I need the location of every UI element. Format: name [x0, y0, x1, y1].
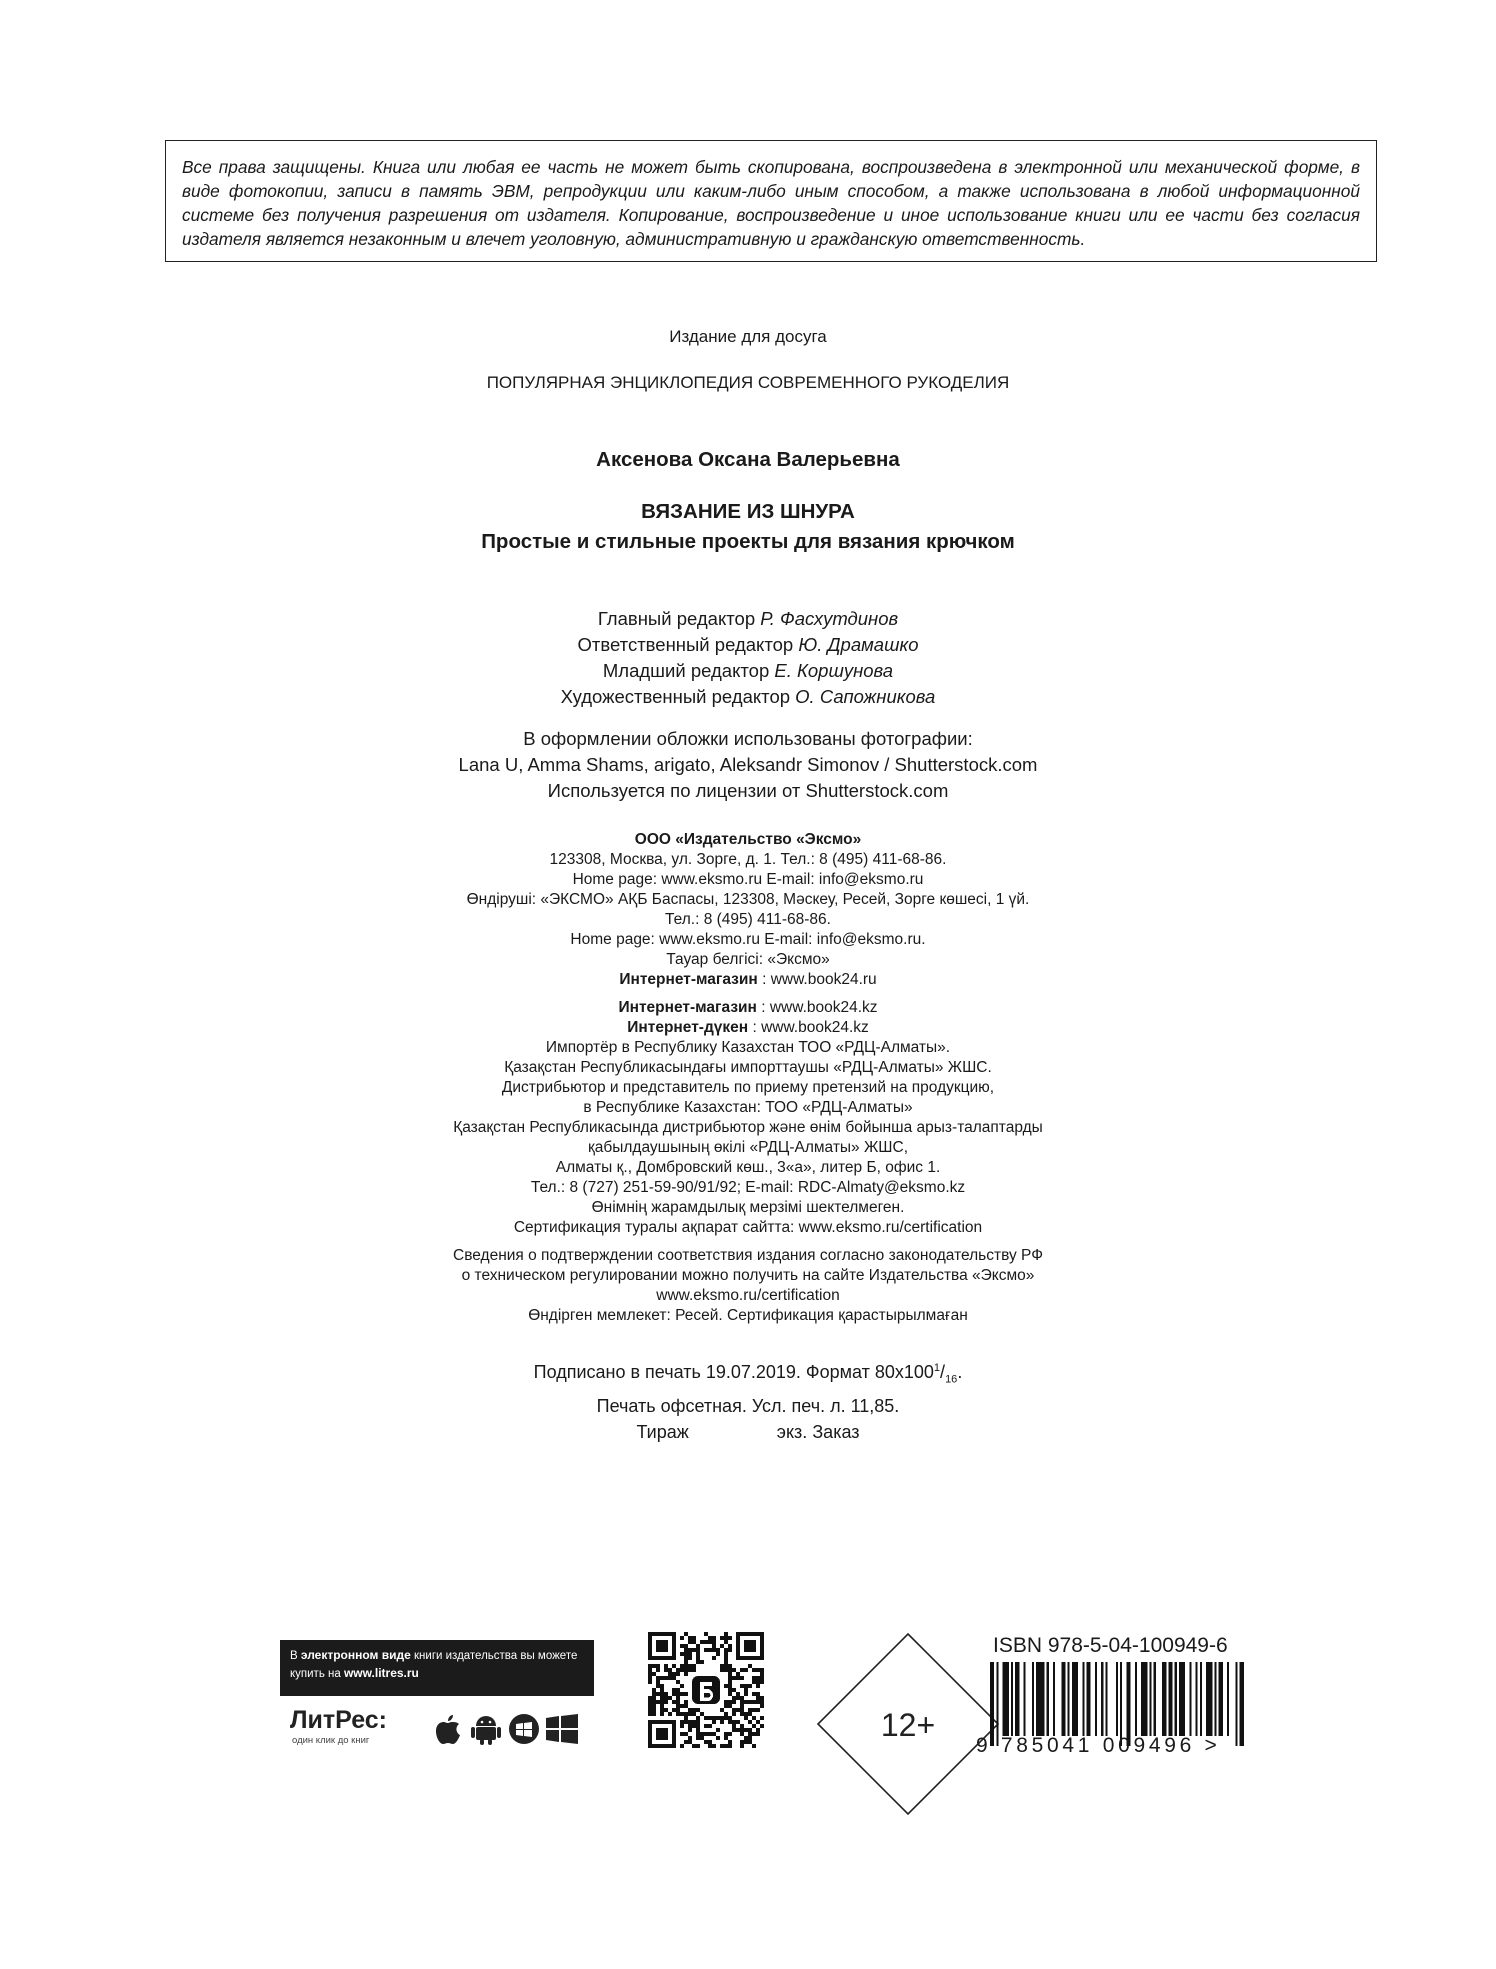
- barcode-bar: [1105, 1662, 1107, 1736]
- android-icon: [471, 1716, 501, 1745]
- litres-logo: ЛитРес:: [290, 1706, 388, 1734]
- barcode-bar: [1011, 1662, 1013, 1736]
- distributor-line: Дистрибьютор и представитель по приему претензий на продукцию,: [501, 1079, 995, 1096]
- barcode-bar: [1175, 1662, 1177, 1736]
- cover-credit-line: В оформлении обложки использованы фотографии:: [523, 728, 973, 749]
- barcode-bar: [1047, 1662, 1049, 1736]
- barcode-bar: [1215, 1662, 1217, 1736]
- barcode-digits: 9 785041 009496 >: [976, 1734, 1221, 1757]
- barcode-bar: [1219, 1662, 1223, 1736]
- format-numerator: 1: [933, 1362, 941, 1374]
- windows-icon: [546, 1714, 578, 1744]
- shop-kz-line: [0, 998, 1496, 1018]
- barcode-bar: [1189, 1662, 1191, 1736]
- book-subtitle: Простые и стильные проекты для вязания крючком: [481, 530, 1015, 553]
- shop-ru-line: [0, 970, 1496, 990]
- barcode-bar: [1116, 1662, 1118, 1736]
- distributor-line: Өнімнің жарамдылық мерзімі шектелмеген.: [591, 1199, 905, 1216]
- barcode-bar: [1196, 1662, 1198, 1736]
- cover-credits: [0, 726, 1496, 804]
- distributor-line: Қазақстан Республикасындағы импорттаушы «РДЦ-Алматы» ЖШС.: [504, 1059, 992, 1076]
- shop-value: : www.book24.ru: [757, 971, 877, 988]
- cover-credit-line: Lana U, Amma Shams, arigato, Aleksandr Simonov / Shutterstock.com: [458, 754, 1038, 775]
- barcode-bar: [1053, 1662, 1055, 1736]
- barcode-bar: [1168, 1662, 1172, 1736]
- barcode-bar: [1024, 1662, 1026, 1736]
- editor-name: О. Сапожникова: [795, 686, 936, 707]
- print-run-line: [0, 1419, 1496, 1445]
- cover-credit-line: Используется по лицензии от Shutterstock.com: [547, 780, 949, 801]
- age-rating-badge: [816, 1632, 1000, 1816]
- publisher-line: Home page: www.eksmo.ru E-mail: info@eksmo.ru: [572, 871, 924, 888]
- print-run-rest: экз. Заказ: [776, 1421, 860, 1442]
- shop-label: Интернет-магазин: [619, 971, 758, 988]
- barcode-bar: [1036, 1662, 1044, 1736]
- distributor-line: Тел.: 8 (727) 251-59-90/91/92; E-mail: RDC-Almaty@eksmo.kz: [530, 1179, 966, 1196]
- editor-role: Младший редактор: [602, 660, 770, 681]
- publisher-name: ООО «Издательство «Эксмо»: [634, 831, 862, 848]
- editor-name: Е. Коршунова: [774, 660, 894, 681]
- barcode-bar: [1240, 1662, 1244, 1746]
- copyright-notice-text: Все права защищены. Книга или любая ее часть не может быть скопирована, воспроизведена в электронной или механической форме, в виде фотокопии, записи в память ЭВМ, репродукции или каким-либо иным способом, а также использована в любой информационной системе без получения разрешения от издателя. Копирование, воспроизведение и иное использование книги или ее части без согласия издателя является незаконным и влечет уголовную, административную и гражданскую ответственность.: [182, 157, 1360, 249]
- barcode-bar: [1072, 1662, 1078, 1736]
- print-info: [0, 1355, 1496, 1445]
- editor-line: [0, 684, 1496, 710]
- barcode-bar: [1236, 1662, 1238, 1746]
- barcode-bar: [1015, 1662, 1019, 1736]
- barcode-bar: [1061, 1662, 1065, 1736]
- platform-icons: [430, 1712, 580, 1746]
- publisher-block: [0, 830, 1496, 1326]
- shop-label: Интернет-дүкен: [627, 1019, 749, 1036]
- publisher-line: Home page: www.eksmo.ru E-mail: info@eksmo.ru.: [570, 931, 926, 948]
- print-run-label: Тираж: [636, 1421, 689, 1442]
- barcode-bar: [1162, 1662, 1166, 1736]
- barcode-bar: [1179, 1662, 1185, 1736]
- certification-line: о техническом регулировании можно получить на сайте Издательства «Эксмо»: [461, 1267, 1035, 1284]
- barcode-bar: [1087, 1662, 1091, 1736]
- print-signed: Подписано в печать 19.07.2019. Формат 80х100: [533, 1362, 934, 1382]
- author-name: Аксенова Оксана Валерьевна: [596, 448, 900, 471]
- copyright-notice: [165, 140, 1377, 262]
- litres-bold: электронном виде: [300, 1648, 411, 1662]
- litres-banner: [280, 1640, 594, 1696]
- barcode-bar: [1101, 1662, 1103, 1736]
- barcode-bar: [1003, 1662, 1009, 1736]
- litres-text: В: [290, 1650, 301, 1662]
- litres-text: книги издательства вы можете: [410, 1650, 578, 1662]
- book-title: ВЯЗАНИЕ ИЗ ШНУРА: [641, 500, 855, 523]
- distributor-line: Импортёр в Республику Казахстан ТОО «РДЦ-Алматы».: [545, 1039, 951, 1056]
- distributor-line: Сертификация туралы ақпарат сайтта: www.eksmo.ru/certification: [513, 1219, 983, 1236]
- apple-icon: [436, 1715, 460, 1744]
- editor-role: Ответственный редактор: [577, 634, 794, 655]
- certification-line: www.eksmo.ru/certification: [656, 1287, 840, 1304]
- certification-line: Сведения о подтверждении соответствия издания согласно законодательству РФ: [453, 1247, 1043, 1264]
- barcode-bar: [1149, 1662, 1151, 1736]
- barcode-bar: [1068, 1662, 1070, 1736]
- barcode-bar: [1200, 1662, 1202, 1736]
- distributor-line: қабылдаушының өкілі «РДЦ-Алматы» ЖШС,: [587, 1139, 909, 1156]
- publisher-line: Тел.: 8 (495) 411-68-86.: [665, 911, 831, 928]
- barcode-bar: [1095, 1662, 1097, 1736]
- qr-code: [648, 1632, 764, 1748]
- barcode-bar: [1032, 1662, 1034, 1736]
- print-signed-line: Подписано в печать 19.07.2019. Формат $80х100^1/_{16}$.: [533, 1362, 963, 1386]
- barcode-bar: [1082, 1662, 1084, 1736]
- qr-center-logo-icon: [688, 1672, 724, 1708]
- publisher-line: Тауар белгісі: «Эксмо»: [666, 951, 830, 968]
- editors-list: [0, 606, 1496, 710]
- publisher-line: 123308, Москва, ул. Зорге, д. 1. Тел.: 8 (495) 411-68-86.: [549, 851, 947, 868]
- editor-line: [0, 606, 1496, 632]
- shop-value: : www.book24.kz: [756, 999, 878, 1016]
- age-rating-text: 12+: [880, 1707, 936, 1743]
- edition-type: Издание для досуга: [669, 327, 827, 346]
- litres-banner-line2: [290, 1665, 584, 1683]
- qr-finder-bottom-left: [648, 1720, 676, 1748]
- qr-finder-top-right: [736, 1632, 764, 1660]
- windows-phone-icon: [509, 1714, 539, 1744]
- editor-role: Главный редактор: [597, 608, 756, 629]
- litres-url: www.litres.ru: [343, 1666, 419, 1680]
- shop-kz2-line: [0, 1018, 1496, 1038]
- barcode-bar: [1227, 1662, 1229, 1736]
- litres-slogan: один клик до книг: [292, 1735, 370, 1746]
- format-denominator: 16: [945, 1373, 958, 1386]
- litres-badge: [280, 1640, 594, 1751]
- barcode-bar: [1154, 1662, 1156, 1736]
- editor-line: [0, 658, 1496, 684]
- barcode-bar: [1135, 1662, 1137, 1736]
- isbn-number: ISBN 978-5-04-100949-6: [993, 1634, 1228, 1657]
- shop-label: Интернет-магазин: [618, 999, 757, 1016]
- shop-value: : www.book24.kz: [748, 1019, 869, 1036]
- editor-name: Р. Фасхутдинов: [760, 608, 899, 629]
- distributor-line: Қазақстан Республикасында дистрибьютор және өнім бойынша арыз-талаптарды: [453, 1119, 1043, 1136]
- editor-name: Ю. Драмашко: [798, 634, 919, 655]
- barcode-bar: [1141, 1662, 1147, 1736]
- format-dot: .: [957, 1362, 963, 1382]
- editor-role: Художественный редактор: [560, 686, 791, 707]
- certification-line: Өндірген мемлекет: Ресей. Сертификация қарастырылмаған: [528, 1307, 968, 1324]
- distributor-line: Алматы қ., Домбровский көш., 3«а», литер Б, офис 1.: [555, 1159, 941, 1176]
- barcode-bar: [1206, 1662, 1212, 1736]
- distributor-line: в Республике Казахстан: ТОО «РДЦ-Алматы»: [583, 1099, 913, 1116]
- qr-finder-top-left: [648, 1632, 676, 1660]
- litres-text: купить на: [290, 1668, 344, 1680]
- series-title: ПОПУЛЯРНАЯ ЭНЦИКЛОПЕДИЯ СОВРЕМЕННОГО РУКОДЕЛИЯ: [486, 373, 1010, 392]
- editor-line: [0, 632, 1496, 658]
- print-offset: Печать офсетная. Усл. печ. л. 11,85.: [596, 1395, 900, 1416]
- litres-banner-line1: [290, 1647, 584, 1665]
- publisher-line: Өндіруші: «ЭКСМО» АҚБ Баспасы, 123308, Мәскеу, Ресей, Зорге көшесі, 1 үй.: [466, 891, 1030, 908]
